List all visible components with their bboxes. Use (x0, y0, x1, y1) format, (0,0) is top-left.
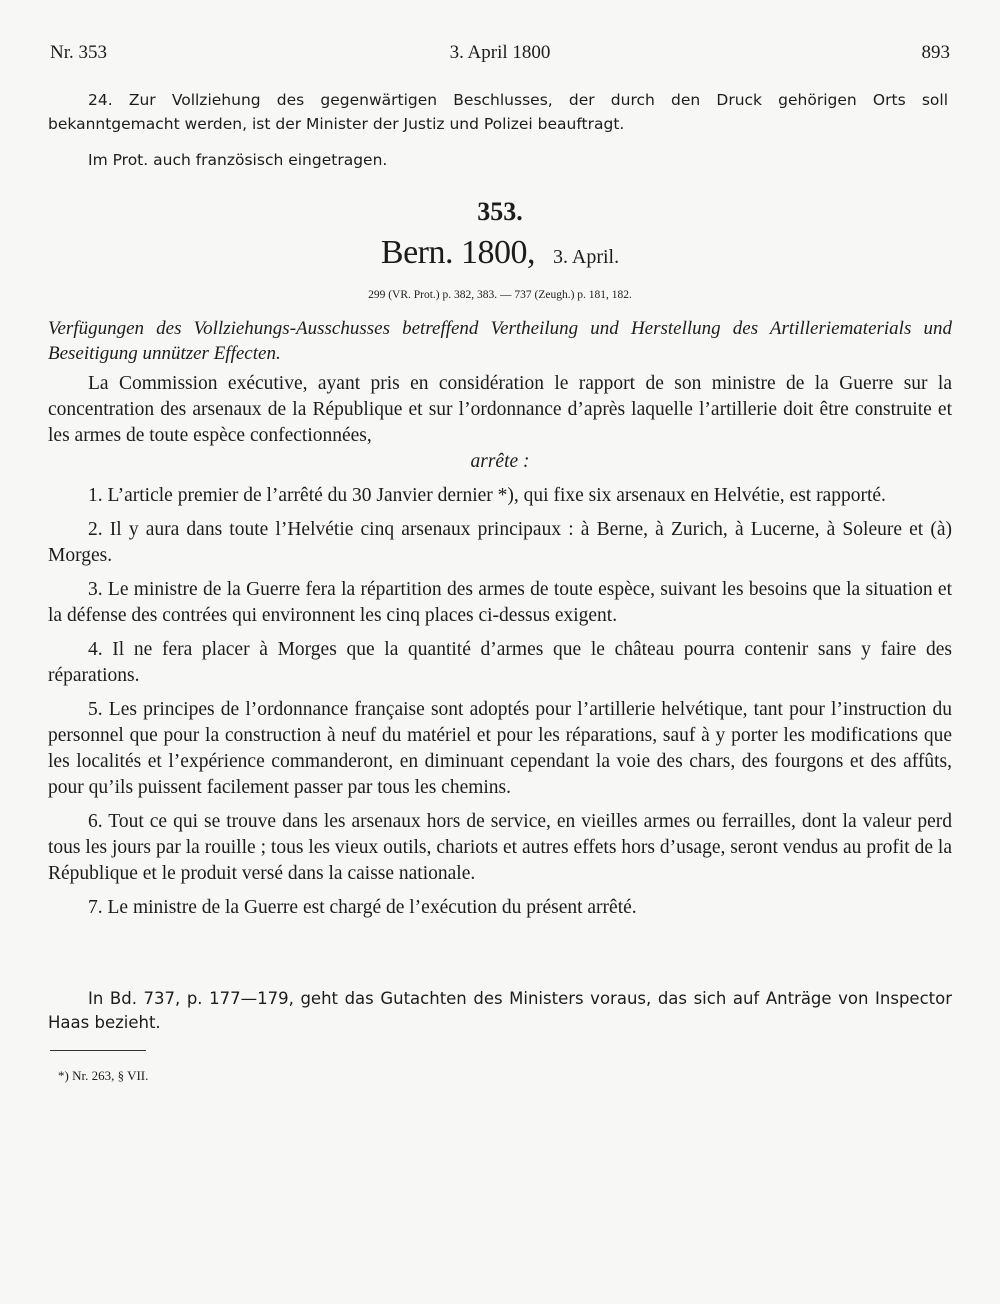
article-2: 2. Il y aura dans toute l’Helvétie cinq arsenaux principaux : à Berne, à Zurich, à Lucerne, à Soleure et (à) Morges. (48, 519, 952, 566)
footnote-rule (50, 1050, 146, 1051)
archive-reference: 299 (VR. Prot.) p. 382, 383. — 737 (Zeugh.) p. 181, 182. (368, 289, 632, 301)
article-4: 4. Il ne fera placer à Morges que la quantité d’armes que le château pourra contenir sans y faire des réparations. (48, 639, 952, 686)
article-6: 6. Tout ce qui se trouve dans les arsenaux hors de service, en vieilles armes ou ferrailles, dont la valeur perd tous les jours par la rouille ; tous les vieux outils, chariots et autres effets hors d’usage, seront vendus au profit de la République et le produit versé dans la caisse nationale. (48, 811, 952, 884)
article-7: 7. Le ministre de la Guerre est chargé de l’exécution du présent arrêté. (88, 897, 637, 918)
preceding-note (48, 148, 948, 172)
closing-note: In Bd. 737, p. 177—179, geht das Gutachten des Ministers voraus, das sich auf Anträge von Inspector Haas bezieht. (48, 989, 952, 1032)
paragraph-24: 24. Zur Vollziehung des gegenwärtigen Beschlusses, der durch den Druck gehörigen Orts soll bekanntgemacht werden, ist der Minister der Justiz und Polizei beauftragt. (48, 91, 948, 133)
decree-body (48, 371, 952, 921)
article-5: 5. Les principes de l’ordonnance française sont adoptés pour l’artillerie helvétique, tant pour l’instruction du personnel que pour la construction à neuf du matériel et pour les réparations, sauf à y porter les modifications que les localités et l’expérience commanderont, en diminuant cependant la voie des chars, des fourgons et des affûts, pour qu’ils puissent facilement passer par tous les chemins. (48, 699, 952, 798)
article-3: 3. Le ministre de la Guerre fera la répartition des armes de toute espèce, suivant les besoins que la situation et la défense des contrées qui environnent les cinq places ci-dessus exigent. (48, 579, 952, 626)
document-number: 353. (477, 197, 523, 226)
header-doc-number: Nr. 353 (50, 42, 107, 63)
protocol-note: Im Prot. auch französisch eingetragen. (88, 151, 388, 169)
header-date: 3. April 1800 (449, 42, 551, 63)
place-date-line (0, 234, 1000, 272)
document-subject: Verfügungen des Vollziehungs-Ausschusses betreffend Vertheilung und Herstellung des Artilleriematerials und Beseitigung unnützer Effecten. (48, 318, 952, 364)
document-date: 3. April. (552, 246, 620, 268)
footnote: *) Nr. 263, § VII. (58, 1068, 149, 1083)
preamble: La Commission exécutive, ayant pris en considération le rapport de son ministre de la Guerre sur la concentration des arsenaux de la République et sur l’ordonnance d’après laquelle l’artillerie doit être construite et les armes de toute espèce confectionnées, (48, 373, 952, 446)
arrete-heading: arrête : (470, 451, 530, 472)
bleed-through-bottom (0, 1090, 1000, 1170)
preceding-paragraph-24 (48, 88, 948, 136)
place-year: Bern. 1800, (380, 234, 535, 271)
header-page-number: 893 (921, 42, 950, 63)
running-header (50, 42, 950, 66)
article-1: 1. L’article premier de l’arrêté du 30 Janvier dernier *), qui fixe six arsenaux en Helvétie, est rapporté. (88, 485, 886, 506)
